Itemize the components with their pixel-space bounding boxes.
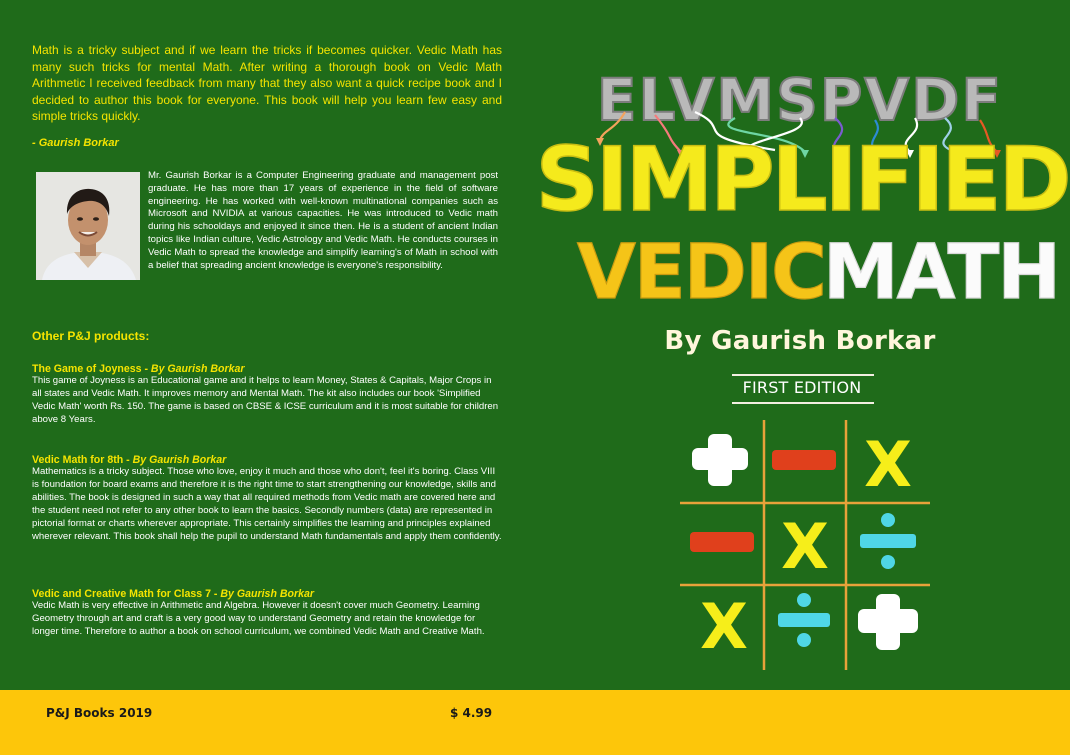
tic-tac-toe-math-grid <box>680 420 930 670</box>
plus-symbol <box>692 434 748 486</box>
product-description: Mathematics is a tricky subject. Those who love, enjoy it much and those who don't, feel it's boring. Class VIII is foundation for board exams and therefore it is the right time to start strengthening our knowledge, skills and abilities. The book is designed in such a way that all required methods from Vedic math are covered here and the student need not refer to any other book to learn the basics. Secondly numbers (data) are represented in pictorial format or charts wherever appropriate. This certainly simplifies the learning and principles explained wherever relevant. This book shall help the pupil to understand Math fundamentals and apply them confidently. <box>32 466 502 542</box>
product-description: This game of Joyness is an Educational game and it helps to learn Money, States & Capitals, Major Crops in all states and Vedic Math. It improves memory and Mental Math. The kit also includes our book 'Simplified Vedic Math' worth Rs. 150. The game is based on CBSE & ICSE curriculum and it is most suitable for children above 8 Years. <box>32 375 499 425</box>
product-title-text: The Game of Joyness - <box>32 363 151 375</box>
price-label: $ 4.99 <box>450 706 493 720</box>
product-author: By Gaurish Borkar <box>220 588 315 600</box>
title-word-vedic: VEDIC <box>577 227 825 316</box>
multiply-symbol: X <box>864 428 912 501</box>
intro-signature: - Gaurish Borkar <box>32 137 119 149</box>
publisher-label: P&J Books 2019 <box>46 706 153 720</box>
product-author: By Gaurish Borkar <box>150 363 245 375</box>
edition-top-rule <box>732 374 874 376</box>
product-author: By Gaurish Borkar <box>132 454 227 466</box>
multiply-symbol: X <box>781 510 829 583</box>
scribble-letters: ELVMSPVDF <box>596 66 1004 134</box>
minus-symbol <box>772 450 836 470</box>
product-title <box>32 363 502 375</box>
author-photo <box>36 172 140 280</box>
multiply-symbol: X <box>700 590 748 663</box>
edition-label: FIRST EDITION <box>742 378 862 397</box>
author-portrait-image <box>36 172 140 280</box>
product-item-game-of-joyness <box>32 363 502 427</box>
title-word-math: MATH <box>823 227 1059 316</box>
intro-paragraph: Math is a tricky subject and if we learn the tricks if becomes quicker. Vedic Math has many such tricks for mental Math. After writing a thorough book on Vedic Math Arithmetic I received feedback from many that they also want a quick recipe book and I decided to author this book for everyone. This book will help you learn few easy and simple tricks quickly. <box>32 43 502 123</box>
bottom-bar <box>0 690 1070 755</box>
product-title <box>32 588 502 600</box>
minus-symbol <box>690 532 754 552</box>
product-title <box>32 454 502 466</box>
edition-bottom-rule <box>732 402 874 404</box>
author-bio: Mr. Gaurish Borkar is a Computer Engineering graduate and management post graduate. He has more than 17 years of experience in the field of software engineering. He has worked with well-known multinational companies such as Microsoft and NVIDIA at various capacities. He was introduced to Vedic math during his schooldays and enjoyed it since then. He is a student of ancient Indian topics like Indian culture, Vedic Astrology and Vedic Math. He conducts courses in Vedic Math to spread the knowledge and simplify learning's of Math in school with a belief that spreading ancient knowledge is everyone's responsibility. <box>148 170 498 271</box>
title-simplified <box>535 128 1069 231</box>
product-description: Vedic Math is very effective in Arithmetic and Algebra. However it doesn't cover much Geometry. Learning Geometry through art and craft is a very good way to understand Geometry and retain the knowledge for longer time. Therefore to author a book on school curriculum, we combined Vedic Math and Creative Math. <box>32 600 485 637</box>
product-title-text: Vedic and Creative Math for Class 7 - <box>32 588 221 600</box>
product-item-vedic-math-8th <box>32 454 502 543</box>
product-title-text: Vedic Math for 8th - <box>32 454 133 466</box>
title-line1: SIMPLIFIED <box>535 128 1069 231</box>
title-vedic-math <box>565 227 1059 316</box>
divide-symbol <box>860 513 916 569</box>
cover-author: By Gaurish Borkar <box>664 326 936 356</box>
plus-symbol <box>858 594 918 650</box>
product-item-creative-math-7 <box>32 588 502 639</box>
other-products-heading: Other P&J products: <box>32 329 150 343</box>
divide-symbol <box>778 593 830 647</box>
